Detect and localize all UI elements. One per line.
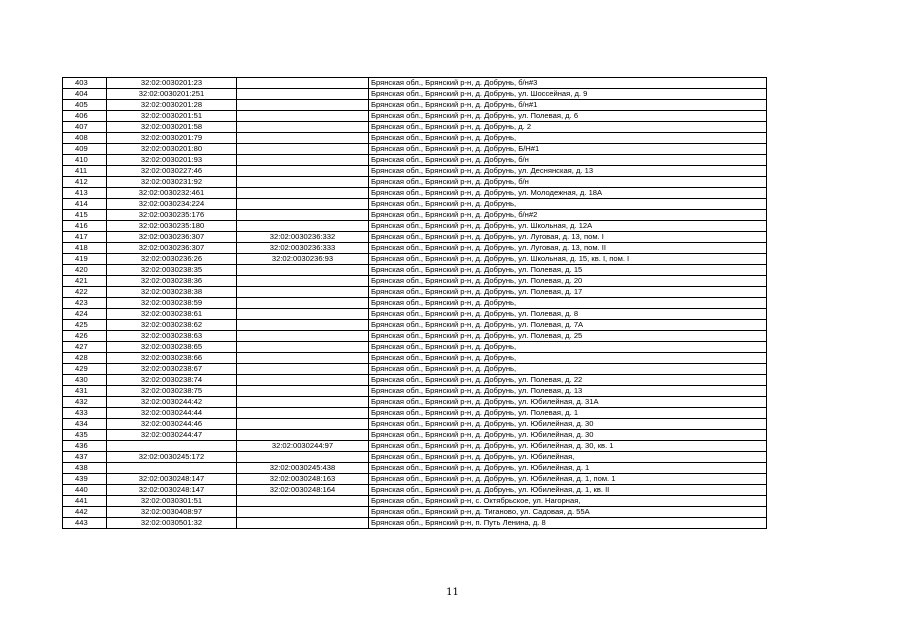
table-row [63, 441, 767, 452]
address-cell: Брянская обл., Брянский р-н, д. Добрунь, Б/Н#1 [369, 144, 767, 155]
table-row [63, 386, 767, 397]
cadastral-number-cell: 32:02:0030201:58 [107, 122, 237, 133]
registry-table-body [63, 78, 767, 529]
address-cell: Брянская обл., Брянский р-н, д. Добрунь, ул. Луговая, д. 13, пом. II [369, 243, 767, 254]
linked-cadastral-number-cell [237, 177, 369, 188]
table-row [63, 287, 767, 298]
table-row [63, 199, 767, 210]
table-row [63, 364, 767, 375]
table-row [63, 188, 767, 199]
row-number-cell: 416 [63, 221, 107, 232]
address-cell: Брянская обл., Брянский р-н, д. Добрунь, ул. Юбилейная, д. 1 [369, 463, 767, 474]
table-row [63, 397, 767, 408]
table-row [63, 254, 767, 265]
address-cell: Брянская обл., Брянский р-н, д. Добрунь, ул. Полевая, д. 8 [369, 309, 767, 320]
linked-cadastral-number-cell [237, 166, 369, 177]
row-number-cell: 419 [63, 254, 107, 265]
cadastral-number-cell: 32:02:0030238:61 [107, 309, 237, 320]
cadastral-number-cell: 32:02:0030244:46 [107, 419, 237, 430]
table-row [63, 331, 767, 342]
table-row [63, 89, 767, 100]
linked-cadastral-number-cell [237, 78, 369, 89]
row-number-cell: 420 [63, 265, 107, 276]
cadastral-number-cell: 32:02:0030238:62 [107, 320, 237, 331]
address-cell: Брянская обл., Брянский р-н, д. Добрунь, б/н#2 [369, 210, 767, 221]
address-cell: Брянская обл., Брянский р-н, д. Добрунь, [369, 133, 767, 144]
cadastral-number-cell: 32:02:0030238:36 [107, 276, 237, 287]
row-number-cell: 415 [63, 210, 107, 221]
table-row [63, 122, 767, 133]
address-cell: Брянская обл., Брянский р-н, д. Добрунь, б/н#1 [369, 100, 767, 111]
linked-cadastral-number-cell [237, 298, 369, 309]
row-number-cell: 411 [63, 166, 107, 177]
address-cell: Брянская обл., Брянский р-н, д. Добрунь, ул. Деснянская, д. 13 [369, 166, 767, 177]
row-number-cell: 414 [63, 199, 107, 210]
table-row [63, 419, 767, 430]
cadastral-number-cell: 32:02:0030501:32 [107, 518, 237, 529]
row-number-cell: 405 [63, 100, 107, 111]
table-row [63, 320, 767, 331]
linked-cadastral-number-cell [237, 452, 369, 463]
cadastral-number-cell: 32:02:0030238:63 [107, 331, 237, 342]
row-number-cell: 431 [63, 386, 107, 397]
cadastral-number-cell: 32:02:0030248:147 [107, 474, 237, 485]
address-cell: Брянская обл., Брянский р-н, д. Добрунь, б/н [369, 155, 767, 166]
cadastral-number-cell: 32:02:0030238:66 [107, 353, 237, 364]
address-cell: Брянская обл., Брянский р-н, д. Добрунь, ул. Юбилейная, [369, 452, 767, 463]
address-cell: Брянская обл., Брянский р-н, д. Добрунь, ул. Полевая, д. 6 [369, 111, 767, 122]
linked-cadastral-number-cell [237, 342, 369, 353]
linked-cadastral-number-cell [237, 287, 369, 298]
linked-cadastral-number-cell [237, 221, 369, 232]
cadastral-number-cell: 32:02:0030238:35 [107, 265, 237, 276]
row-number-cell: 409 [63, 144, 107, 155]
row-number-cell: 417 [63, 232, 107, 243]
linked-cadastral-number-cell [237, 144, 369, 155]
address-cell: Брянская обл., Брянский р-н, д. Добрунь, ул. Полевая, д. 1 [369, 408, 767, 419]
address-cell: Брянская обл., Брянский р-н, п. Путь Ленина, д. 8 [369, 518, 767, 529]
row-number-cell: 425 [63, 320, 107, 331]
cadastral-number-cell: 32:02:0030238:59 [107, 298, 237, 309]
cadastral-number-cell: 32:02:0030238:65 [107, 342, 237, 353]
row-number-cell: 421 [63, 276, 107, 287]
linked-cadastral-number-cell [237, 111, 369, 122]
table-row [63, 243, 767, 254]
page-number: 11 [446, 587, 459, 598]
table-row [63, 144, 767, 155]
address-cell: Брянская обл., Брянский р-н, д. Добрунь, [369, 298, 767, 309]
cadastral-number-cell: 32:02:0030234:224 [107, 199, 237, 210]
cadastral-number-cell: 32:02:0030244:44 [107, 408, 237, 419]
row-number-cell: 423 [63, 298, 107, 309]
row-number-cell: 435 [63, 430, 107, 441]
address-cell: Брянская обл., Брянский р-н, д. Добрунь, ул. Полевая, д. 13 [369, 386, 767, 397]
row-number-cell: 440 [63, 485, 107, 496]
table-row [63, 177, 767, 188]
row-number-cell: 443 [63, 518, 107, 529]
address-cell: Брянская обл., Брянский р-н, д. Добрунь, б/н [369, 177, 767, 188]
linked-cadastral-number-cell [237, 419, 369, 430]
table-row [63, 111, 767, 122]
linked-cadastral-number-cell: 32:02:0030236:332 [237, 232, 369, 243]
cadastral-number-cell: 32:02:0030227:46 [107, 166, 237, 177]
address-cell: Брянская обл., Брянский р-н, д. Добрунь, ул. Юбилейная, д. 30, кв. 1 [369, 441, 767, 452]
linked-cadastral-number-cell: 32:02:0030245:438 [237, 463, 369, 474]
address-cell: Брянская обл., Брянский р-н, д. Добрунь, ул. Юбилейная, д. 30 [369, 419, 767, 430]
linked-cadastral-number-cell [237, 309, 369, 320]
table-row [63, 210, 767, 221]
row-number-cell: 432 [63, 397, 107, 408]
cadastral-number-cell: 32:02:0030235:176 [107, 210, 237, 221]
linked-cadastral-number-cell: 32:02:0030244:97 [237, 441, 369, 452]
cadastral-number-cell [107, 463, 237, 474]
row-number-cell: 410 [63, 155, 107, 166]
row-number-cell: 413 [63, 188, 107, 199]
linked-cadastral-number-cell [237, 89, 369, 100]
cadastral-number-cell: 32:02:0030244:47 [107, 430, 237, 441]
linked-cadastral-number-cell [237, 518, 369, 529]
address-cell: Брянская обл., Брянский р-н, д. Добрунь, ул. Полевая, д. 25 [369, 331, 767, 342]
address-cell: Брянская обл., Брянский р-н, д. Добрунь, д. 2 [369, 122, 767, 133]
address-cell: Брянская обл., Брянский р-н, д. Добрунь, ул. Полевая, д. 22 [369, 375, 767, 386]
row-number-cell: 427 [63, 342, 107, 353]
address-cell: Брянская обл., Брянский р-н, д. Добрунь, ул. Школьная, д. 15, кв. I, пом. I [369, 254, 767, 265]
row-number-cell: 428 [63, 353, 107, 364]
linked-cadastral-number-cell [237, 199, 369, 210]
row-number-cell: 438 [63, 463, 107, 474]
table-row [63, 78, 767, 89]
cadastral-number-cell: 32:02:0030201:251 [107, 89, 237, 100]
linked-cadastral-number-cell: 32:02:0030248:164 [237, 485, 369, 496]
linked-cadastral-number-cell [237, 188, 369, 199]
row-number-cell: 408 [63, 133, 107, 144]
table-row [63, 496, 767, 507]
row-number-cell: 429 [63, 364, 107, 375]
linked-cadastral-number-cell [237, 155, 369, 166]
cadastral-number-cell: 32:02:0030238:74 [107, 375, 237, 386]
table-row [63, 155, 767, 166]
cadastral-number-cell: 32:02:0030232:461 [107, 188, 237, 199]
cadastral-number-cell: 32:02:0030201:79 [107, 133, 237, 144]
linked-cadastral-number-cell [237, 320, 369, 331]
linked-cadastral-number-cell [237, 133, 369, 144]
address-cell: Брянская обл., Брянский р-н, д. Добрунь, [369, 342, 767, 353]
linked-cadastral-number-cell [237, 353, 369, 364]
address-cell: Брянская обл., Брянский р-н, д. Добрунь, ул. Юбилейная, д. 31А [369, 397, 767, 408]
address-cell: Брянская обл., Брянский р-н, д. Добрунь, ул. Полевая, д. 15 [369, 265, 767, 276]
linked-cadastral-number-cell [237, 496, 369, 507]
address-cell: Брянская обл., Брянский р-н, д. Добрунь, [369, 364, 767, 375]
linked-cadastral-number-cell: 32:02:0030236:93 [237, 254, 369, 265]
table-row [63, 430, 767, 441]
table-row [63, 100, 767, 111]
linked-cadastral-number-cell [237, 122, 369, 133]
row-number-cell: 406 [63, 111, 107, 122]
cadastral-number-cell: 32:02:0030201:51 [107, 111, 237, 122]
address-cell: Брянская обл., Брянский р-н, д. Добрунь, ул. Шоссейная, д. 9 [369, 89, 767, 100]
row-number-cell: 407 [63, 122, 107, 133]
table-row [63, 309, 767, 320]
table-row [63, 232, 767, 243]
cadastral-number-cell: 32:02:0030236:307 [107, 232, 237, 243]
table-row [63, 133, 767, 144]
address-cell: Брянская обл., Брянский р-н, д. Добрунь, ул. Молодежная, д. 18А [369, 188, 767, 199]
row-number-cell: 418 [63, 243, 107, 254]
cadastral-number-cell: 32:02:0030201:80 [107, 144, 237, 155]
row-number-cell: 404 [63, 89, 107, 100]
address-cell: Брянская обл., Брянский р-н, д. Добрунь, ул. Полевая, д. 20 [369, 276, 767, 287]
linked-cadastral-number-cell: 32:02:0030248:163 [237, 474, 369, 485]
table-row [63, 452, 767, 463]
table-row [63, 342, 767, 353]
linked-cadastral-number-cell [237, 430, 369, 441]
table-row [63, 463, 767, 474]
address-cell: Брянская обл., Брянский р-н, д. Добрунь, ул. Полевая, д. 7А [369, 320, 767, 331]
row-number-cell: 441 [63, 496, 107, 507]
table-row [63, 408, 767, 419]
cadastral-number-cell: 32:02:0030238:75 [107, 386, 237, 397]
address-cell: Брянская обл., Брянский р-н, д. Добрунь, [369, 199, 767, 210]
table-row [63, 265, 767, 276]
table-row [63, 298, 767, 309]
address-cell: Брянская обл., Брянский р-н, д. Добрунь, б/н#3 [369, 78, 767, 89]
row-number-cell: 412 [63, 177, 107, 188]
row-number-cell: 424 [63, 309, 107, 320]
linked-cadastral-number-cell [237, 375, 369, 386]
cadastral-number-cell: 32:02:0030231:92 [107, 177, 237, 188]
address-cell: Брянская обл., Брянский р-н, д. Добрунь, ул. Школьная, д. 12А [369, 221, 767, 232]
row-number-cell: 436 [63, 441, 107, 452]
table-row [63, 507, 767, 518]
row-number-cell: 426 [63, 331, 107, 342]
cadastral-number-cell: 32:02:0030236:26 [107, 254, 237, 265]
address-cell: Брянская обл., Брянский р-н, д. Добрунь, [369, 353, 767, 364]
cadastral-number-cell: 32:02:0030248:147 [107, 485, 237, 496]
table-row [63, 375, 767, 386]
row-number-cell: 430 [63, 375, 107, 386]
cadastral-number-cell: 32:02:0030201:23 [107, 78, 237, 89]
cadastral-number-cell: 32:02:0030235:180 [107, 221, 237, 232]
row-number-cell: 422 [63, 287, 107, 298]
property-registry-table [62, 77, 767, 529]
row-number-cell: 434 [63, 419, 107, 430]
cadastral-number-cell: 32:02:0030301:51 [107, 496, 237, 507]
address-cell: Брянская обл., Брянский р-н, д. Тиганово, ул. Садовая, д. 55А [369, 507, 767, 518]
linked-cadastral-number-cell [237, 210, 369, 221]
address-cell: Брянская обл., Брянский р-н, д. Добрунь, ул. Луговая, д. 13, пом. I [369, 232, 767, 243]
cadastral-number-cell: 32:02:0030238:38 [107, 287, 237, 298]
linked-cadastral-number-cell: 32:02:0030236:333 [237, 243, 369, 254]
linked-cadastral-number-cell [237, 331, 369, 342]
table-row [63, 474, 767, 485]
cadastral-number-cell: 32:02:0030201:28 [107, 100, 237, 111]
cadastral-number-cell: 32:02:0030201:93 [107, 155, 237, 166]
cadastral-number-cell: 32:02:0030238:67 [107, 364, 237, 375]
row-number-cell: 403 [63, 78, 107, 89]
linked-cadastral-number-cell [237, 265, 369, 276]
table-row [63, 221, 767, 232]
linked-cadastral-number-cell [237, 507, 369, 518]
address-cell: Брянская обл., Брянский р-н, с. Октябрьское, ул. Нагорная, [369, 496, 767, 507]
table-row [63, 485, 767, 496]
linked-cadastral-number-cell [237, 408, 369, 419]
address-cell: Брянская обл., Брянский р-н, д. Добрунь, ул. Юбилейная, д. 1, кв. II [369, 485, 767, 496]
row-number-cell: 442 [63, 507, 107, 518]
address-cell: Брянская обл., Брянский р-н, д. Добрунь, ул. Юбилейная, д. 30 [369, 430, 767, 441]
cadastral-number-cell: 32:02:0030236:307 [107, 243, 237, 254]
table-row [63, 353, 767, 364]
table-row [63, 276, 767, 287]
linked-cadastral-number-cell [237, 100, 369, 111]
row-number-cell: 433 [63, 408, 107, 419]
address-cell: Брянская обл., Брянский р-н, д. Добрунь, ул. Юбилейная, д. 1, пом. 1 [369, 474, 767, 485]
cadastral-number-cell [107, 441, 237, 452]
cadastral-number-cell: 32:02:0030244:42 [107, 397, 237, 408]
linked-cadastral-number-cell [237, 276, 369, 287]
cadastral-number-cell: 32:02:0030408:97 [107, 507, 237, 518]
address-cell: Брянская обл., Брянский р-н, д. Добрунь, ул. Полевая, д. 17 [369, 287, 767, 298]
row-number-cell: 437 [63, 452, 107, 463]
table-row [63, 518, 767, 529]
linked-cadastral-number-cell [237, 386, 369, 397]
linked-cadastral-number-cell [237, 397, 369, 408]
cadastral-number-cell: 32:02:0030245:172 [107, 452, 237, 463]
table-row [63, 166, 767, 177]
linked-cadastral-number-cell [237, 364, 369, 375]
row-number-cell: 439 [63, 474, 107, 485]
